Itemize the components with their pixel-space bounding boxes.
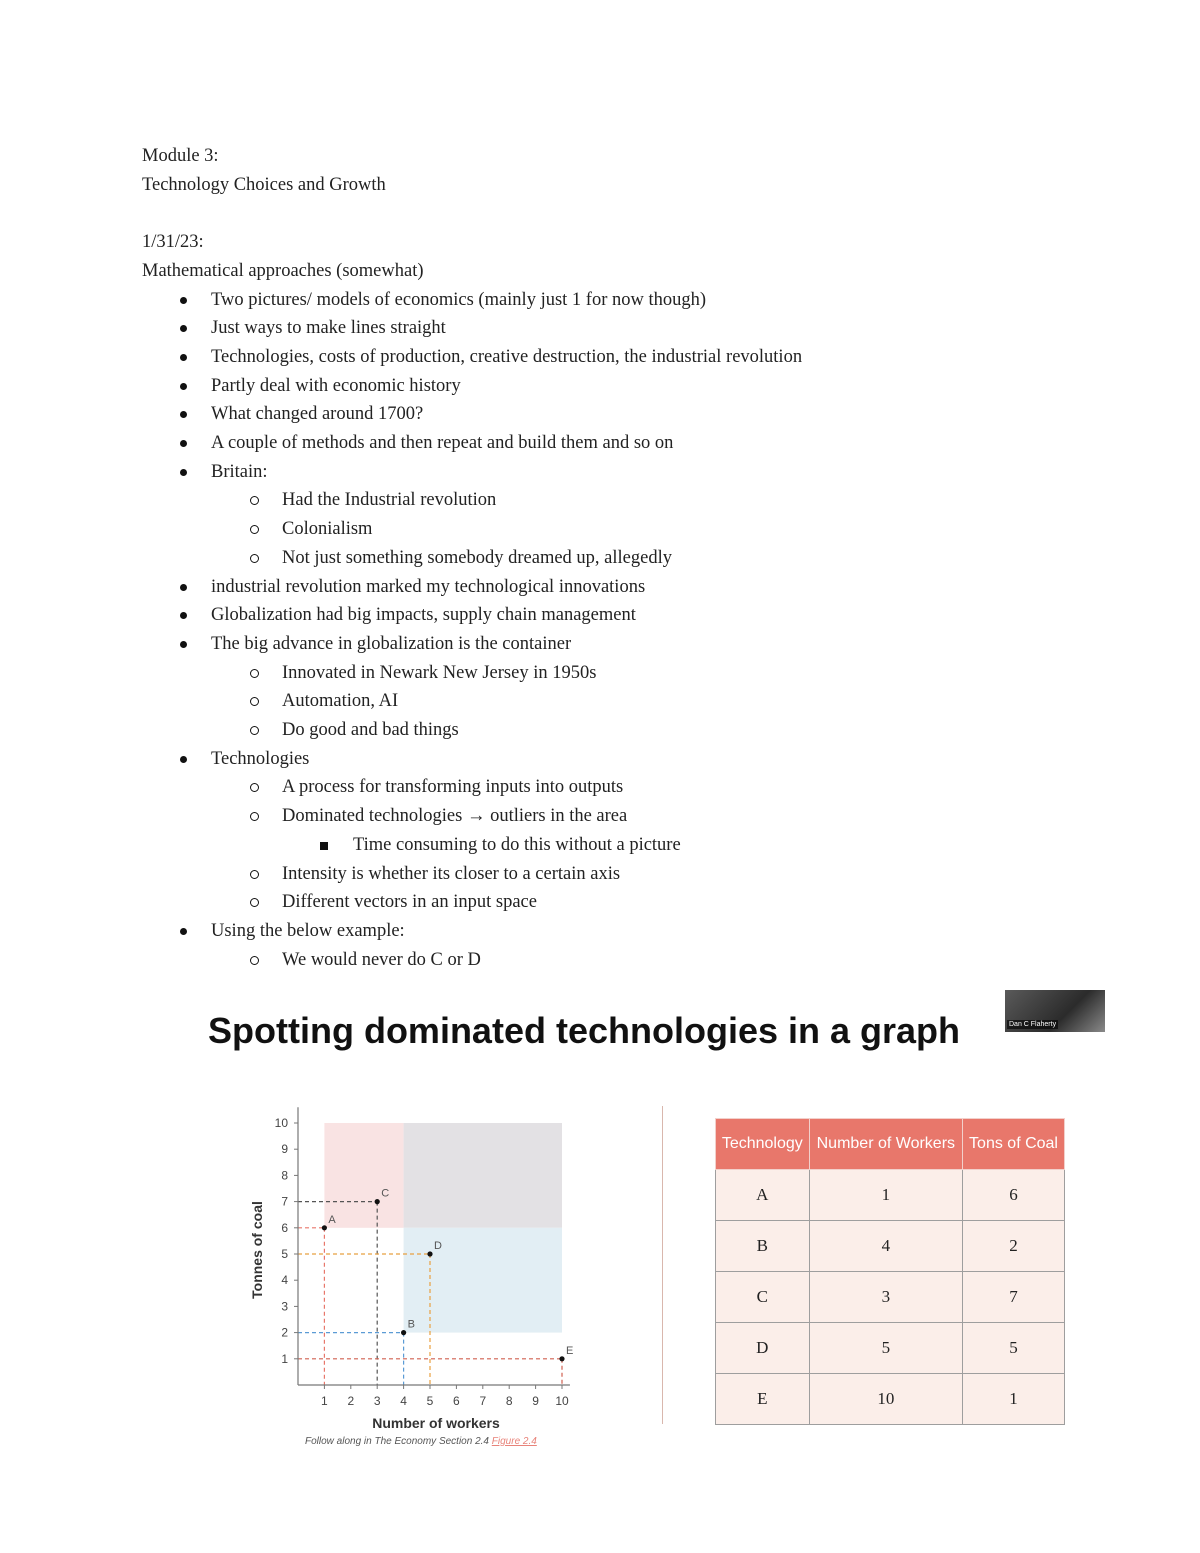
table-header: Number of Workers bbox=[809, 1119, 962, 1170]
table-row bbox=[716, 1374, 1065, 1425]
x-tick-label: 5 bbox=[426, 1394, 434, 1408]
table-cell: 1 bbox=[963, 1374, 1065, 1425]
video-name-label: Dan C Flaherty bbox=[1009, 1021, 1057, 1028]
list-item: Globalization had big impacts, supply chain management bbox=[142, 601, 1102, 630]
y-tick-label: 7 bbox=[281, 1194, 288, 1209]
technology-table bbox=[715, 1118, 1065, 1425]
list-item: The big advance in globalization is the container Innovated in Newark New Jersey in 1950s Automation, AI Do good and bad things bbox=[142, 630, 1102, 745]
table-row bbox=[716, 1272, 1065, 1323]
table-cell: 6 bbox=[963, 1170, 1065, 1221]
table-cell: E bbox=[716, 1374, 810, 1425]
x-tick-label: 9 bbox=[532, 1394, 539, 1408]
table-cell: 2 bbox=[963, 1221, 1065, 1272]
table-cell: A bbox=[716, 1170, 810, 1221]
region-dominated-by-A bbox=[324, 1123, 403, 1228]
table-cell: D bbox=[716, 1323, 810, 1374]
table-cell: 10 bbox=[809, 1374, 962, 1425]
y-tick-label: 10 bbox=[274, 1116, 288, 1130]
x-tick-label: 1 bbox=[321, 1394, 328, 1408]
point-label-C: C bbox=[381, 1187, 390, 1200]
point-E bbox=[559, 1356, 564, 1361]
date-label: 1/31/23: bbox=[142, 232, 204, 253]
x-tick-label: 6 bbox=[453, 1394, 460, 1408]
table-row bbox=[716, 1221, 1065, 1272]
sub-list-item: We would never do C or D bbox=[142, 946, 1102, 975]
x-axis-label: Number of workers bbox=[372, 1415, 500, 1431]
x-tick-label: 10 bbox=[555, 1394, 569, 1408]
figure-link[interactable]: Figure 2.4 bbox=[491, 1436, 537, 1447]
page-title: Technology Choices and Growth bbox=[142, 174, 386, 195]
list-item: A couple of methods and then repeat and build them and so on bbox=[142, 429, 1102, 458]
table-header: Tons of Coal bbox=[963, 1119, 1065, 1170]
list-item: Using the below example: We would never do C or D bbox=[142, 917, 1102, 974]
table-cell: 5 bbox=[809, 1323, 962, 1374]
sub-list-item: Automation, AI bbox=[142, 687, 1102, 716]
sub-list-item: Dominated technologies → outliers in the area Time consuming to do this without a picture bbox=[142, 802, 1102, 859]
region-dominated-by-A-and-B bbox=[404, 1123, 562, 1228]
y-tick-label: 8 bbox=[281, 1168, 288, 1183]
point-C bbox=[375, 1199, 380, 1204]
sub-list-item: Do good and bad things bbox=[142, 716, 1102, 745]
table-cell: 5 bbox=[963, 1323, 1065, 1374]
point-A bbox=[322, 1225, 327, 1230]
list-item: Partly deal with economic history bbox=[142, 372, 1102, 401]
slide-title: Spotting dominated technologies in a graph bbox=[208, 1010, 961, 1051]
point-label-A: A bbox=[328, 1213, 336, 1226]
table-cell: 1 bbox=[809, 1170, 962, 1221]
list-item: Technologies A process for transforming inputs into outputs Dominated technologies → outliers in the area Time consuming to do this without a picture Intensity is whether its closer to a certain axis Different vectors in an input space bbox=[142, 745, 1102, 917]
table-header: Technology bbox=[716, 1119, 810, 1170]
y-tick-label: 2 bbox=[281, 1325, 288, 1340]
sub-list-item: Innovated in Newark New Jersey in 1950s bbox=[142, 659, 1102, 688]
topic-label: Mathematical approaches (somewhat) bbox=[142, 260, 424, 281]
y-tick-label: 9 bbox=[281, 1142, 288, 1157]
slide-divider bbox=[662, 1106, 663, 1424]
point-D bbox=[427, 1251, 432, 1256]
point-B bbox=[401, 1330, 406, 1335]
y-tick-label: 3 bbox=[281, 1299, 288, 1314]
list-item: Britain: Had the Industrial revolution Colonialism Not just something somebody dreamed up, allegedly bbox=[142, 458, 1102, 573]
sub-list-item: Not just something somebody dreamed up, allegedly bbox=[142, 544, 1102, 573]
sub-sub-list-item: Time consuming to do this without a picture bbox=[142, 831, 1102, 860]
y-tick-label: 1 bbox=[281, 1351, 288, 1366]
video-thumbnail bbox=[1005, 990, 1105, 1032]
x-tick-label: 2 bbox=[347, 1394, 355, 1408]
table-cell: B bbox=[716, 1221, 810, 1272]
point-label-B: B bbox=[407, 1318, 415, 1331]
table-cell: C bbox=[716, 1272, 810, 1323]
list-item: What changed around 1700? bbox=[142, 400, 1102, 429]
table-row bbox=[716, 1323, 1065, 1374]
region-dominated-by-B bbox=[404, 1228, 562, 1333]
y-tick-label: 4 bbox=[281, 1273, 288, 1288]
x-tick-label: 4 bbox=[400, 1394, 407, 1408]
list-item: Technologies, costs of production, creative destruction, the industrial revolution bbox=[142, 343, 1102, 372]
x-tick-label: 3 bbox=[373, 1394, 381, 1408]
notes-body bbox=[142, 142, 1102, 974]
sub-list-item: Had the Industrial revolution bbox=[142, 486, 1102, 515]
y-axis-label: Tonnes of coal bbox=[249, 1201, 265, 1299]
x-tick-label: 7 bbox=[479, 1394, 487, 1408]
sub-list-item: Different vectors in an input space bbox=[142, 888, 1102, 917]
bullet-list bbox=[142, 286, 1102, 975]
sub-list-item: A process for transforming inputs into outputs bbox=[142, 773, 1102, 802]
list-item: industrial revolution marked my technological innovations bbox=[142, 573, 1102, 602]
point-label-E: E bbox=[566, 1344, 574, 1357]
table-cell: 4 bbox=[809, 1221, 962, 1272]
table-cell: 3 bbox=[809, 1272, 962, 1323]
slide-caption: Follow along in The Economy Section 2.4 Figure 2.4 bbox=[305, 1436, 537, 1447]
y-tick-label: 6 bbox=[281, 1220, 288, 1235]
y-tick-label: 5 bbox=[281, 1247, 288, 1261]
table-row bbox=[716, 1170, 1065, 1221]
sub-list-item: Intensity is whether its closer to a certain axis bbox=[142, 860, 1102, 889]
sub-list-item: Colonialism bbox=[142, 515, 1102, 544]
point-label-D: D bbox=[434, 1240, 442, 1252]
x-tick-label: 8 bbox=[505, 1394, 513, 1408]
module-label: Module 3: bbox=[142, 146, 219, 166]
scatter-chart bbox=[240, 1100, 590, 1435]
list-item: Just ways to make lines straight bbox=[142, 314, 1102, 343]
table-cell: 7 bbox=[963, 1272, 1065, 1323]
list-item: Two pictures/ models of economics (mainly just 1 for now though) bbox=[142, 286, 1102, 315]
